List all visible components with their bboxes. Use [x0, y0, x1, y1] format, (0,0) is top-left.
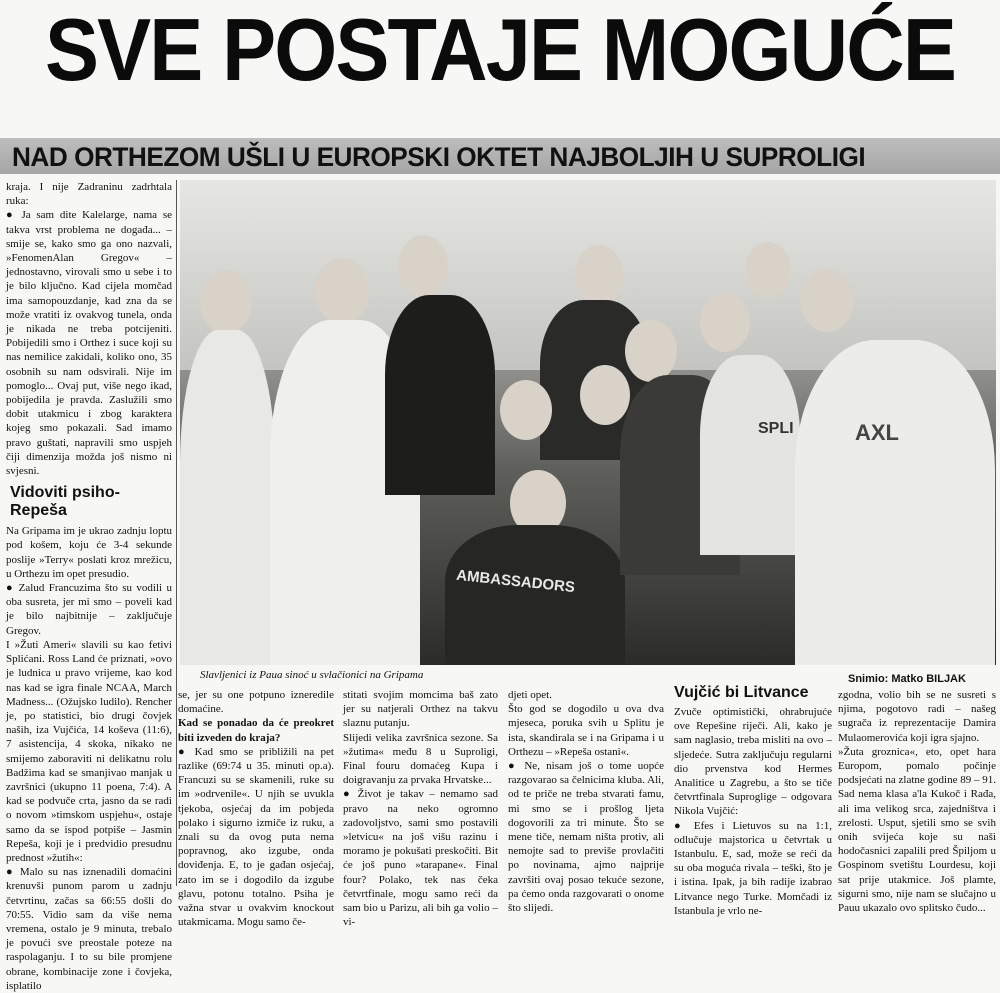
paragraph: zgodna, volio bih se ne susreti s njima, pogotovo radi – našeg sugrača iz reprezentacije Damira Mulaomerovića koji igra sjajno. [838, 689, 996, 744]
article-column-5 [674, 684, 832, 917]
article-column-1 [6, 180, 172, 992]
paragraph: ● Život je takav – nemamo sad pravo na neko ogromno zadovoljstvo, sami smo postavili »letvicu« na još višu razinu i moramo je pokušati preskočiti. Bit će još puno »tarapane«. Final four? Polako, tek nas čeka četvrtfinale, mogu samo reći da sam bio u Parizu, ali bih ga volio – vi- [343, 788, 498, 929]
section-subhead: Vujčić bi Litvance [674, 684, 809, 701]
paragraph: ● Malo su nas iznenadili domaćini krenuvši punom parom u zadnju četvrtinu, začas sa 66:55 došli do 70:55. Vidio sam da više nema vremena, ostalo je 9 minuta, trebalo je povući sve preostale poteze na raspolaganju. I to su bile promjene obrane, kombinacije zone i čovjeka, isplatilo [6, 866, 172, 992]
shirt-text: AMBASSADORS [455, 566, 576, 597]
subheadline: NAD ORTHEZOM UŠLI U EUROPSKI OKTET NAJBOLJIH U SUPROLIGI [12, 142, 866, 172]
article-column-2 [178, 688, 334, 929]
player-head [745, 242, 791, 298]
photo-credit: Snimio: Matko BILJAK [848, 673, 966, 685]
paragraph: se, jer su one potpuno izneredile domaćine. [178, 689, 334, 716]
team-photo [180, 180, 996, 665]
paragraph: ● Zalud Francuzima što su vodili u oba susreta, jer mi smo – poveli kad je bilo najbitnije – zaključuje Gregov. [6, 582, 172, 637]
paragraph: ● Ne, nisam još o tome uopće razgovarao sa čelnicima kluba. Ali, od te priče ne treba stvarati famu, mi smo se i prošlog ljeta dogovorili za tri minute. Što se mene tiče, nemam ništa protiv, ali nemojte sad to previše provlačiti po novinama, ajmo najprije završiti ovaj posao tekuće sezone, pa ćemo onda razgovarati o onome što slijedi. [508, 760, 664, 915]
paragraph: djeti opet. [508, 689, 552, 701]
player-head [625, 320, 677, 382]
article-column-4 [508, 688, 664, 915]
player-head [800, 268, 854, 332]
player-body [385, 295, 495, 495]
shirt-text: AXL [855, 420, 899, 445]
player-head [315, 258, 369, 324]
paragraph: stitati svojim momcima baš zato jer su natjerali Orthez na takvu slaznu putanju. [343, 689, 498, 730]
paragraph: »Žuta groznica«, eto, opet hara Europom, pomalo počinje podsjećati na zlatne godine 89 – 91. Sad nema klasa a'la Kukoč i Rađa, ali ima velikog srca, zajedništva i zrelosti. Usput, sjetili smo se svih onih svijeća koje su naši hodočasnici zapalili pred Špiljom u Gospinom svetištu Lourdesu, koji sat prije utakmice. Još plamte, sigurni smo, nije nam se slučajno u Pauu ukazalo ovo splitsko čudo... [838, 745, 996, 915]
paragraph: Zvuče optimistički, ohrabrujuće ove Repešine riječi. Ali, kako je sam naglasio, treba misliti na ovo – sljedeće. Sutra zaključuju regularni dio prvenstva kod Hermes Analitice u Zagrebu, a što se tiče četvrtfinala Suproglige – odgovara Nikola Vujčić: [674, 706, 832, 818]
player-head [200, 270, 252, 334]
player-head [700, 292, 750, 352]
paragraph: kraja. I nije Zadraninu zadrhtala ruka: [6, 181, 172, 208]
player-body [795, 340, 995, 665]
photo-caption: Slavljenici iz Paua sinoć u svlačionici na Gripama [200, 669, 424, 681]
section-subhead: Vidoviti psiho-Repeša [10, 484, 120, 520]
article-column-3 [343, 688, 498, 929]
headline: SVE POSTAJE MOGUĆE [44, 0, 956, 99]
paragraph: Slijedi velika završnica sezone. Sa »žutima« među 8 u Suproligi, Final fouru domaćeg Kupa i doigravanju za prvaka Hrvatske... [343, 731, 498, 787]
paragraph: ● Efes i Lietuvos su na 1:1, odlučuje majstorica u četvrtak u Istanbulu. E, sad, može se reći da su oba moguća rivala – teški, što je i istina. Ipak, ja bih radije izabrao Litvance nego Turke. Momčadi iz Istanbula je vrlo ne- [674, 819, 832, 917]
paragraph: Što god se dogodilo u ova dva mjeseca, poruka svih u Splitu je ista, skandirala se i na Gripama i u Orthezu – »Repeša ostani«. [508, 703, 664, 758]
paragraph: ● Kad smo se približili na pet razlike (69:74 u 35. minuti op.a). Francuzi su se skamenili, ruke su im »odrvenile«. U njih se uvukla tjekoba, osjećaj da im pobjeda polako i sigurno izmiče iz ruku, a znali su da ovog puta nema popravnog, ako izgube, ondа doviđenja. E, to je gađan osjećaj, zato im se i dogodilo da izgube glavu, potonu totalno. Psiha je važna stvar u ovakvim knockout utakmicama. Mogu samo če- [178, 745, 334, 929]
player-head [500, 380, 552, 440]
player-head [580, 365, 630, 425]
player-body [445, 525, 625, 665]
shirt-text: SPLI [758, 420, 794, 437]
column-divider [176, 180, 177, 886]
player-head [398, 235, 448, 297]
paragraph: ● Ja sam dite Kalelarge, nama se takva vrst problema ne događa... – smije se, kako smo ga ono nazvali, »FenomenAlan Gregov« – jednostavno, virovali smo u sebe i to je bilo ključno. Kad cijela momčad ima samopouzdanje, kad zna da se može vratiti iz ovakvog tunela, onda je nikada ne treba potcijeniti. Pobijedili smo i Orthez i suce koji su nas nemilice zakidali, koliko ono, 35 osobnih su nam odsvirali. Nije im pomoglo... Ovaj put, više nego ikad, pobijedila je pravda. Zaslužili smo dobit utakmicu i zbog karaktera kojeg smo pokazali. Sad imamo pravo guštati, napravili smo uspjeh čiji dimenzija možda još nismo ni svjesni. [6, 209, 172, 478]
player-body [180, 330, 275, 665]
paragraph: I »Žuti Ameri« slavili su kao fetivi Splićani. Ross Land će priznati, »ovo je ludnica u pravo vrijeme, kao kod nas kad se igra finale NCAA, March Madness... (Ožujsko ludilo). Rencher je, po statistici, bio drugi čovjek naših, iza Vujčića, 14 koševa (11:6), 7 asistencija, 4 skoka, nikako ne smijemo zaboraviti ni delikatnu rolu Badžima kad se smanjivao manjak u završnici (ukupno 11 poena, 7:4). A kad se podvuče crta, jasno da se radi o novom »timskom uspjehu«, ostaje samo da se ispod potpiše – Jasmin Repeša, koji je i predvidio presudnu prednost »žutih«: [6, 638, 172, 864]
paragraph-question: Kad se ponadao da će preokret biti izveden do kraja? [178, 717, 334, 744]
article-column-6 [838, 688, 996, 915]
paragraph: Na Gripama im je ukrao zadnju loptu pod košem, koju će 3-4 sekunde poslije »Terry« poslati kroz mrežicu, u Orthezu im opet presudio. [6, 525, 172, 580]
player-body [700, 355, 800, 555]
player-head [575, 245, 623, 305]
